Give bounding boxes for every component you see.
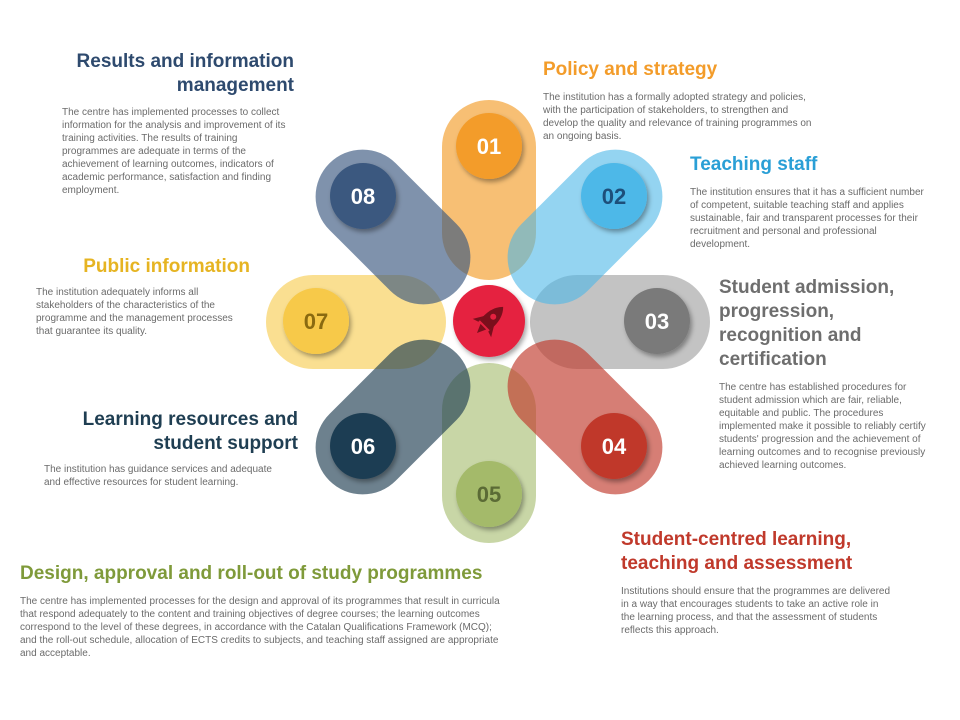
badge-08: [330, 163, 396, 229]
title-03: Student admission, progression, recognition and certification: [719, 277, 895, 370]
title-01: Policy and strategy: [543, 59, 718, 80]
badge-07: [283, 288, 349, 354]
title-05: Design, approval and roll-out of study programmes: [20, 563, 483, 584]
badge-03-number: 03: [644, 309, 670, 334]
badge-02: [581, 163, 647, 229]
badge-06: [330, 413, 396, 479]
block-01: [543, 58, 823, 143]
desc-06: The institution has guidance services and adequate and effective resources for student learning.: [44, 464, 272, 488]
block-08: [20, 50, 294, 107]
badge-02-number: 02: [601, 184, 627, 209]
desc-02: The institution ensures that it has a sufficient number of competent, suitable teaching staff and applies sustainable, fair and transparent processes for their recruitment and personal and professional development.: [690, 187, 924, 250]
desc-07: The institution adequately informs all stakeholders of the characteristics of the programme and the management processes that guarantee its quality.: [36, 287, 233, 337]
title-04: Student-centred learning, teaching and assessment: [621, 529, 853, 574]
title-07: Public information: [83, 256, 250, 277]
desc-05: The centre has implemented processes for the design and approval of its programmes that result in curricula that respond adequately to the content and training objectives of degree courses; the learning outcomes correspond to the level of these degrees, in accordance with the Catalan Qualifications Framework (MCQ); and the roll-out schedule, allocation of ECTS credits to subjects, and teaching staff assigned are appropriate and acceptable.: [20, 596, 500, 659]
desc-03: The centre has established procedures for student admission which are fair, reliable, equitable and public. The procedures implemented make it possible to reliably certify students' progression and the achievement of learning outcomes and to recognise previously achieved learning outcomes.: [719, 382, 926, 471]
badge-08-number: 08: [350, 184, 376, 209]
badge-04-number: 04: [601, 434, 627, 459]
badge-05: [456, 461, 522, 527]
badge-07-number: 07: [303, 309, 329, 334]
block-03: [719, 276, 939, 472]
block-04: [621, 528, 921, 637]
block-07: [20, 255, 250, 288]
title-02: Teaching staff: [690, 154, 818, 175]
badge-03: [624, 288, 690, 354]
badge-05-number: 05: [476, 482, 502, 507]
badge-04: [581, 413, 647, 479]
desc-04: Institutions should ensure that the programmes are delivered in a way that encourages students to take an active role in the learning process, and that the assessment of students reflects this approach.: [621, 586, 891, 636]
desc-08: The centre has implemented processes to collect information for the analysis and improvement of its training activities. The results of training programmes are adequate in terms of the achievement of learning outcomes, indicators of academic performance, satisfaction and finding employment.: [62, 107, 286, 196]
center-badge: [453, 285, 525, 357]
badge-01-number: 01: [476, 134, 502, 159]
title-08: Results and information management: [76, 51, 294, 96]
desc-01: The institution has a formally adopted strategy and policies, with the participation of stakeholders, to strengthen and develop the quality and relevance of training programmes on an ongoing basis.: [543, 92, 812, 142]
block-06: [20, 408, 298, 465]
block-02: [690, 153, 930, 251]
block-05: [20, 562, 520, 660]
badge-01: [456, 113, 522, 179]
title-06: Learning resources and student support: [82, 409, 298, 454]
badge-06-number: 06: [350, 434, 376, 459]
